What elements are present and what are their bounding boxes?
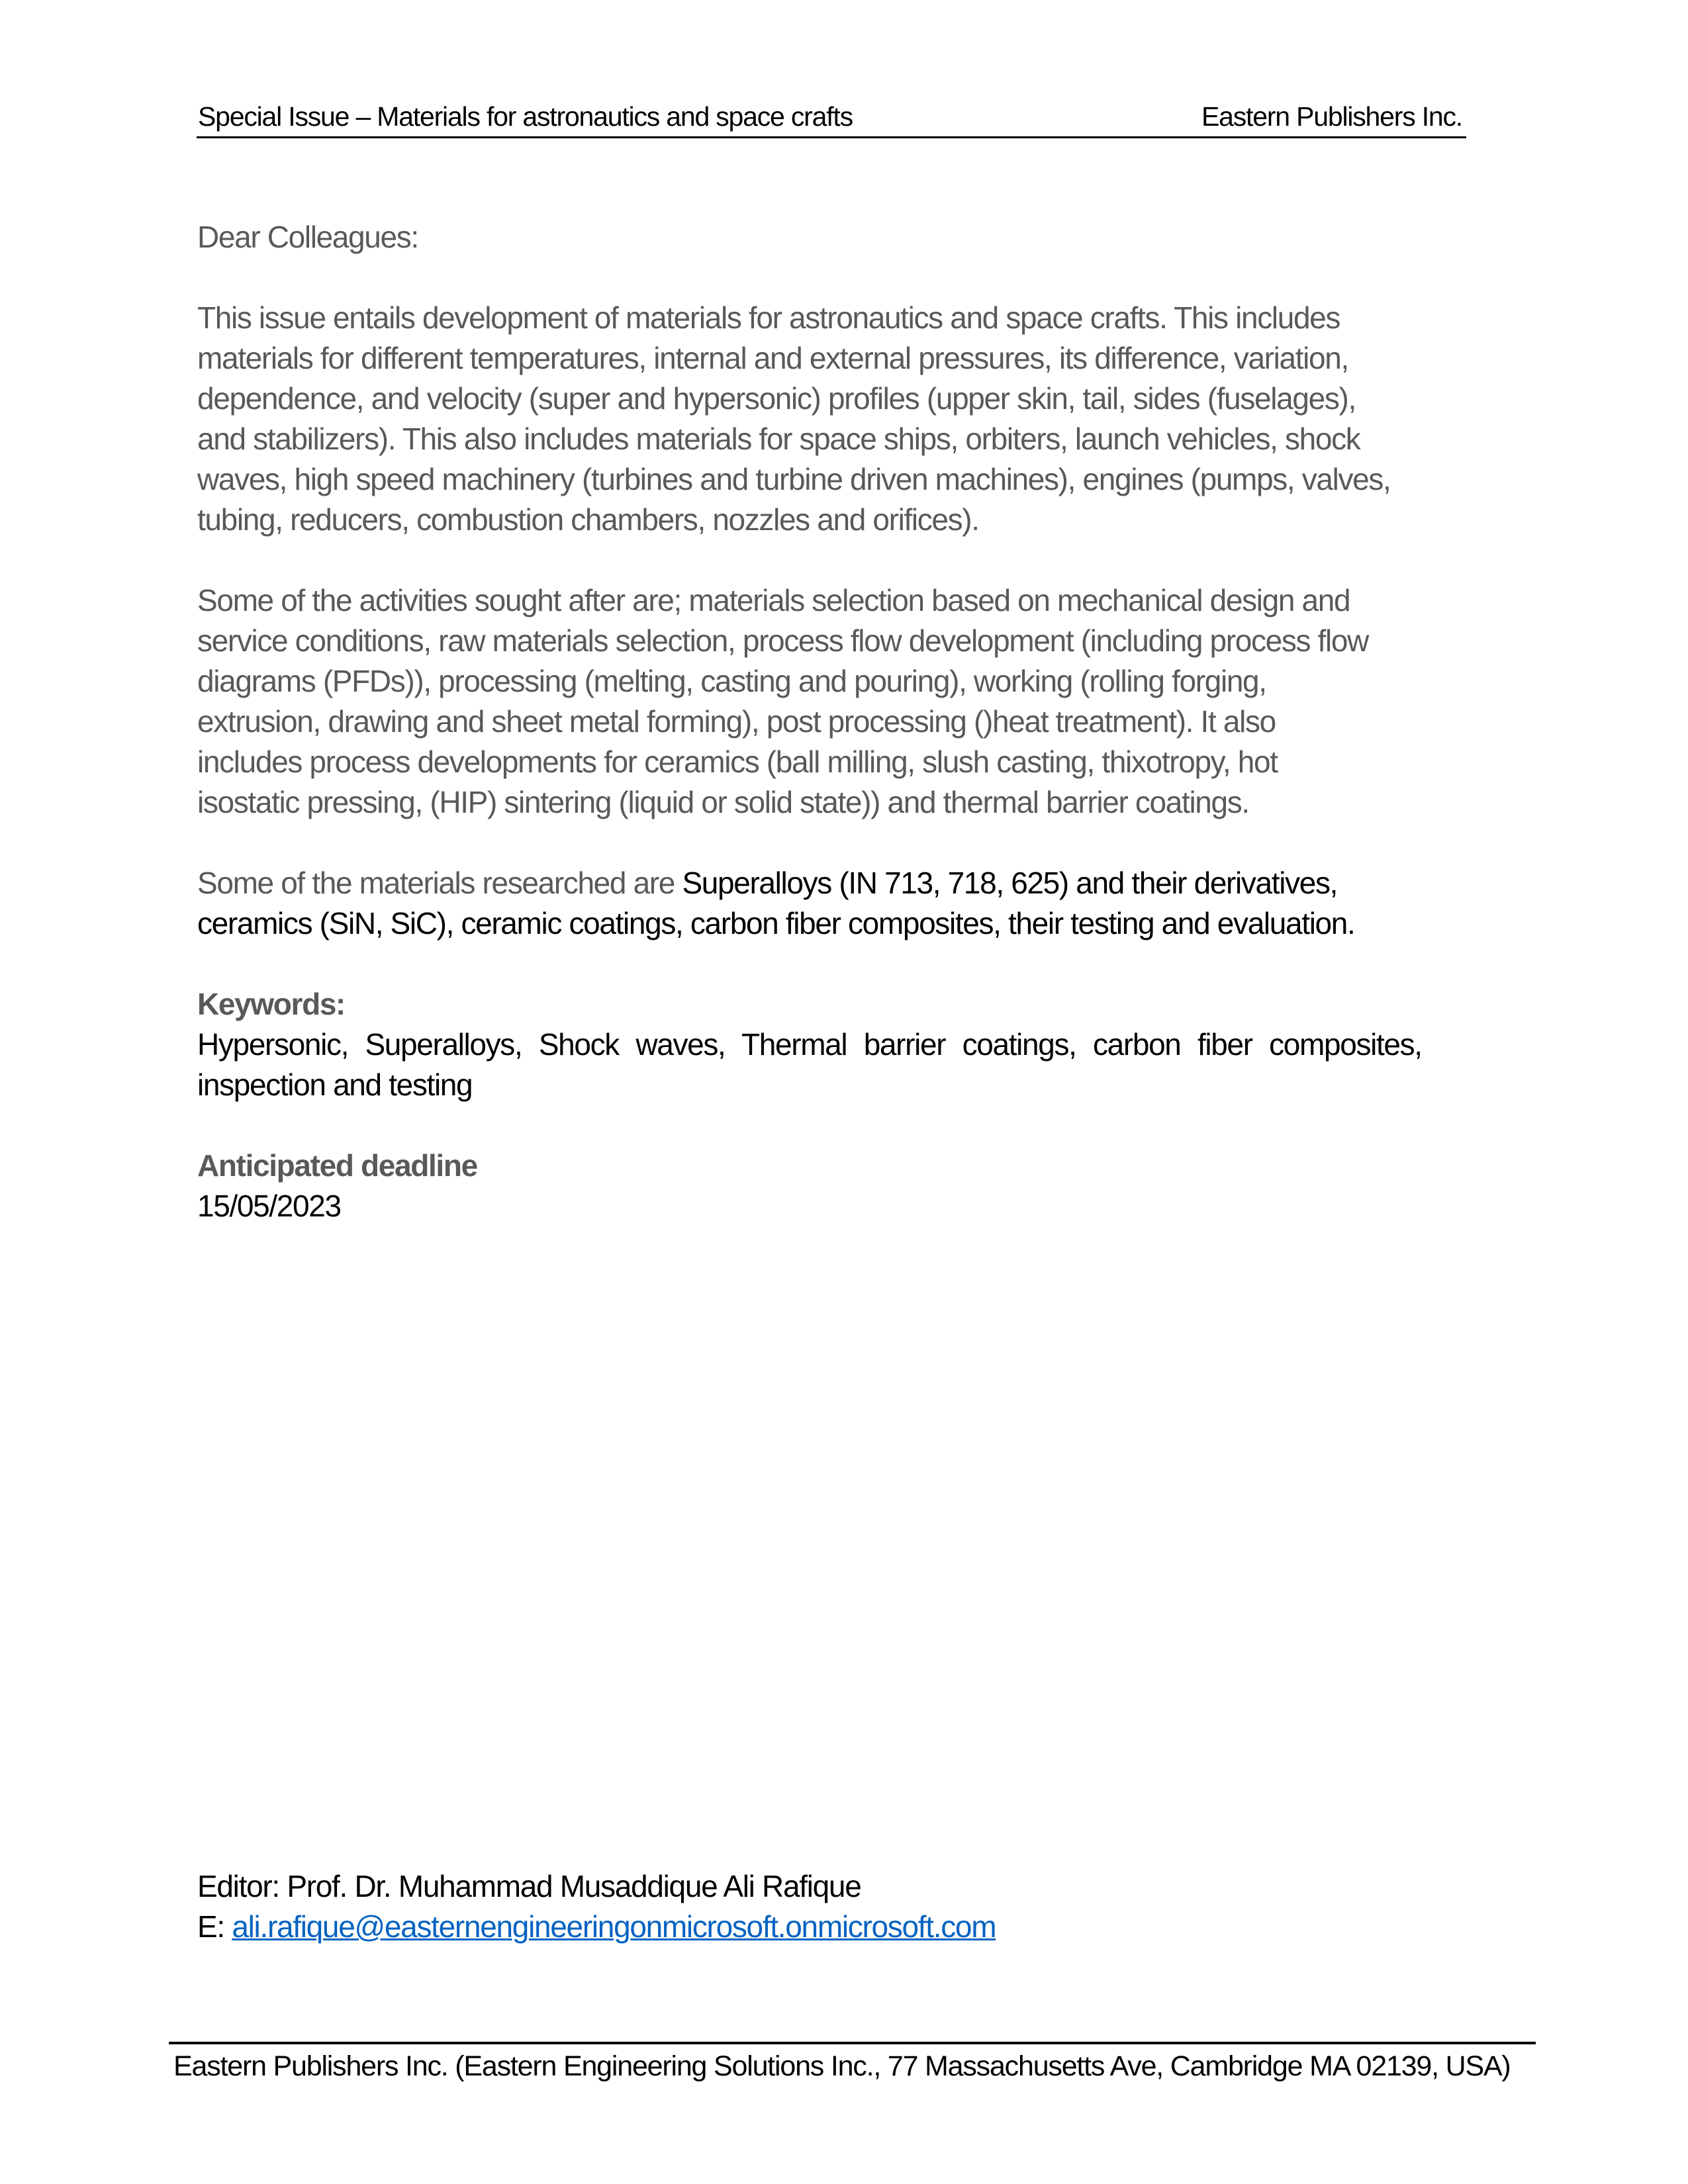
keywords-section — [197, 984, 1468, 1105]
letter-body — [197, 217, 1468, 1226]
header-publisher: Eastern Publishers Inc. — [1201, 101, 1462, 132]
paragraph-line: materials for different temperatures, internal and external pressures, its difference, variation, — [197, 341, 1348, 375]
email-prefix: E: — [197, 1909, 232, 1944]
paragraph-line: service conditions, raw materials selection, process flow development (including process flow — [197, 623, 1368, 658]
salutation: Dear Colleagues: — [197, 220, 418, 254]
paragraph-line: dependence, and velocity (super and hypersonic) profiles (upper skin, tail, sides (fuselages), — [197, 381, 1356, 416]
page-header — [197, 98, 1466, 138]
paragraph-line: tubing, reducers, combustion chambers, nozzles and orifices). — [197, 502, 979, 537]
materials-superalloys: Superalloys (IN 713, 718, 625) and their derivatives, — [682, 866, 1338, 900]
paragraph-line: waves, high speed machinery (turbines and turbine driven machines), engines (pumps, valves, — [197, 462, 1391, 496]
editor-name: Editor: Prof. Dr. Muhammad Musaddique Ali Rafique — [197, 1869, 861, 1903]
editor-email-link[interactable]: ali.rafique@easternengineeringonmicrosoft.onmicrosoft.com — [232, 1909, 996, 1944]
paragraph-line: extrusion, drawing and sheet metal forming), post processing ()heat treatment). It also — [197, 704, 1276, 739]
keywords-list-continued: inspection and testing — [197, 1068, 473, 1102]
paragraph-line: This issue entails development of materials for astronautics and space crafts. This includes — [197, 300, 1340, 335]
paragraph-line — [197, 863, 1468, 903]
editor-block — [197, 1866, 996, 1947]
keywords-list: Hypersonic, Superalloys, Shock waves, Thermal barrier coatings, carbon fiber composites, — [197, 1027, 1422, 1062]
deadline-date: 15/05/2023 — [197, 1189, 341, 1223]
paragraph-line: Some of the activities sought after are; materials selection based on mechanical design and — [197, 583, 1350, 617]
paragraph-line: and stabilizers). This also includes materials for space ships, orbiters, launch vehicles, shock — [197, 422, 1360, 456]
materials-intro: Some of the materials researched are — [197, 866, 682, 900]
deadline-section — [197, 1146, 1468, 1226]
paragraph-materials — [197, 863, 1468, 944]
deadline-label: Anticipated deadline — [197, 1148, 477, 1183]
paragraph-line: isostatic pressing, (HIP) sintering (liquid or solid state)) and thermal barrier coatings. — [197, 785, 1249, 819]
paragraph-activities — [197, 580, 1468, 823]
paragraph-scope — [197, 298, 1468, 540]
paragraph-line: includes process developments for ceramics (ball milling, slush casting, thixotropy, hot — [197, 745, 1278, 779]
keywords-label: Keywords: — [197, 987, 346, 1021]
page-footer: Eastern Publishers Inc. (Eastern Engineering Solutions Inc., 77 Massachusetts Ave, Cambridge MA 02139, USA) — [173, 2050, 1511, 2082]
editor-email-line — [197, 1907, 996, 1947]
header-issue-title: Special Issue – Materials for astronautics and space crafts — [198, 101, 853, 132]
materials-ceramics: ceramics (SiN, SiC), ceramic coatings, carbon fiber composites, their testing and evaluation. — [197, 906, 1355, 940]
paragraph-line: diagrams (PFDs)), processing (melting, casting and pouring), working (rolling forging, — [197, 664, 1266, 698]
footer-divider — [169, 2042, 1536, 2044]
